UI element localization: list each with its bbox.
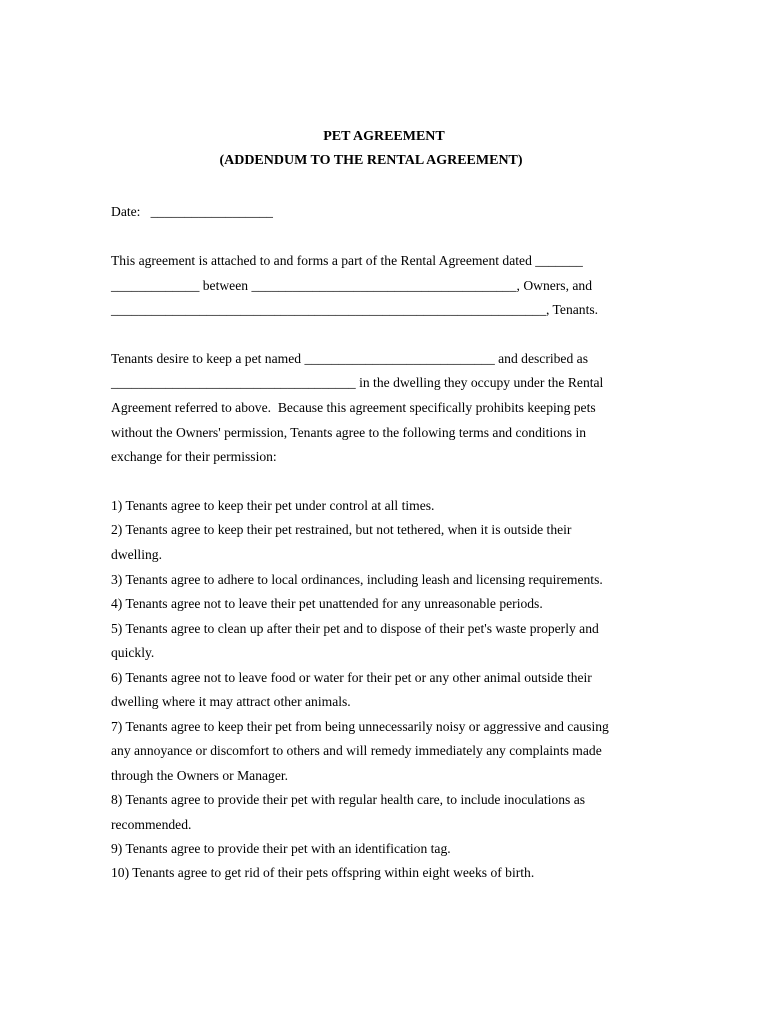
intro-line: ________________________________________________________________, Tenants. bbox=[111, 302, 599, 317]
term-line: 4) Tenants agree not to leave their pet unattended for any unreasonable periods. bbox=[111, 596, 543, 611]
term-line: dwelling. bbox=[111, 547, 162, 562]
term-line: 9) Tenants agree to provide their pet with an identification tag. bbox=[111, 841, 451, 856]
document-title: PET AGREEMENT bbox=[323, 129, 445, 144]
term-line: recommended. bbox=[111, 817, 192, 832]
pet-description-line: ____________________________________ in the dwelling they occupy under the Rental bbox=[111, 375, 604, 390]
term-line: 5) Tenants agree to clean up after their pet and to dispose of their pet's waste properly and bbox=[111, 621, 599, 636]
pet-description-line: Agreement referred to above. Because this agreement specifically prohibits keeping pets bbox=[111, 400, 596, 415]
date-line: Date: __________________ bbox=[111, 204, 273, 219]
pet-description-line: exchange for their permission: bbox=[111, 449, 277, 464]
term-line: 7) Tenants agree to keep their pet from being unnecessarily noisy or aggressive and causing bbox=[111, 719, 609, 734]
intro-line: This agreement is attached to and forms a part of the Rental Agreement dated _______ bbox=[111, 253, 583, 268]
term-line: any annoyance or discomfort to others and will remedy immediately any complaints made bbox=[111, 743, 602, 758]
term-line: 1) Tenants agree to keep their pet under control at all times. bbox=[111, 498, 435, 513]
term-line: 8) Tenants agree to provide their pet with regular health care, to include inoculations as bbox=[111, 792, 586, 807]
document-subtitle: (ADDENDUM TO THE RENTAL AGREEMENT) bbox=[219, 153, 523, 168]
term-line: dwelling where it may attract other animals. bbox=[111, 694, 351, 709]
term-line: 6) Tenants agree not to leave food or water for their pet or any other animal outside their bbox=[111, 670, 592, 685]
term-line: quickly. bbox=[111, 645, 155, 660]
intro-line: _____________ between _______________________________________, Owners, and bbox=[111, 278, 593, 293]
term-line: 10) Tenants agree to get rid of their pets offspring within eight weeks of birth. bbox=[111, 865, 535, 880]
term-line: 3) Tenants agree to adhere to local ordinances, including leash and licensing requirements. bbox=[111, 572, 603, 587]
term-line: through the Owners or Manager. bbox=[111, 768, 289, 783]
term-line: 2) Tenants agree to keep their pet restrained, but not tethered, when it is outside their bbox=[111, 522, 572, 537]
pet-description-line: Tenants desire to keep a pet named ____________________________ and described as bbox=[111, 351, 588, 366]
pet-description-line: without the Owners' permission, Tenants agree to the following terms and conditions in bbox=[111, 425, 587, 440]
